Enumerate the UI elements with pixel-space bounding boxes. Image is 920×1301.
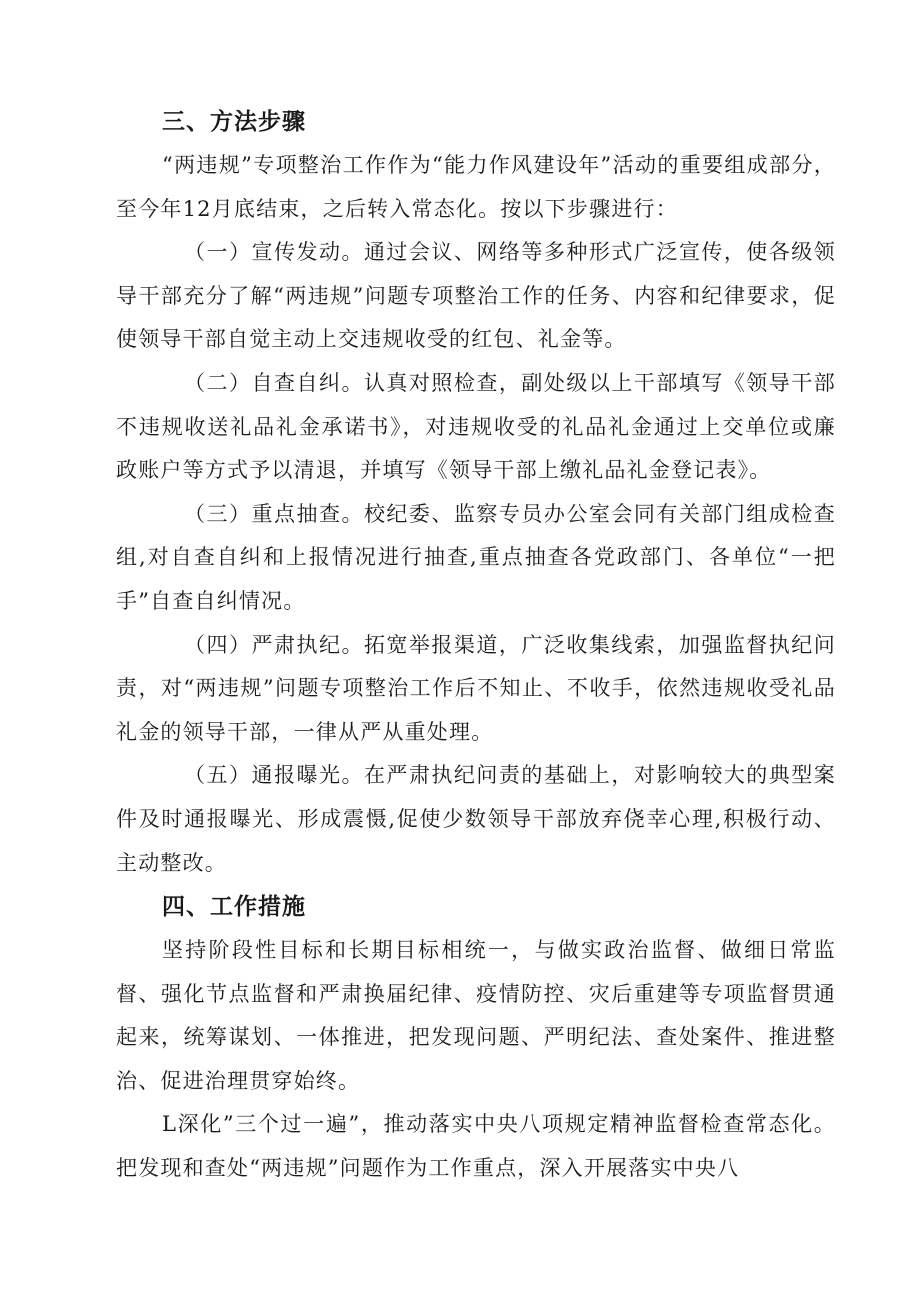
step-1-paragraph: （一）宣传发动。通过会议、网络等多种形式广泛宣传，使各级领导干部充分了解“两违规”问题专项整治工作的任务、内容和纪律要求，促使领导干部自觉主动上交违规收受的红包、礼金等。: [116, 240, 836, 352]
document-page: [116, 100, 836, 1191]
section-heading-methods: 三、方法步骤: [162, 109, 306, 135]
methods-intro-paragraph: “两违规”专项整治工作作为“能力作风建设年”活动的重要组成部分，至今年12月底结束，之后转入常态化。按以下步骤进行：: [116, 153, 836, 221]
step-4-paragraph: （四）严肃执纪。拓宽举报渠道，广泛收集线索，加强监督执纪问责，对“两违规”问题专项整治工作后不知止、不收手，依然违规收受礼品礼金的领导干部，一律从严从重处理。: [116, 632, 836, 744]
measure-1-paragraph: L深化”三个过一遍”，推动落实中央八项规定精神监督检查常态化。把发现和查处“两违规”问题作为工作重点，深入开展落实中央八: [116, 1112, 836, 1181]
step-5-paragraph: （五）通报曝光。在严肃执纪问责的基础上，对影响较大的典型案件及时通报曝光、形成震慑,促使少数领导干部放弃侥幸心理,积极行动、主动整改。: [116, 763, 836, 875]
measures-intro-paragraph: 坚持阶段性目标和长期目标相统一，与做实政治监督、做细日常监督、强化节点监督和严肃换届纪律、疫情防控、灾后重建等专项监督贯通起来，统筹谋划、一体推进，把发现问题、严明纪法、查处案件、推进整治、促进治理贯穿始终。: [116, 938, 836, 1093]
step-3-paragraph: （三）重点抽查。校纪委、监察专员办公室会同有关部门组成检查组,对自查自纠和上报情况进行抽查,重点抽查各党政部门、各单位“一把手”自查自纠情况。: [116, 501, 836, 613]
step-2-paragraph: （二）自查自纠。认真对照检查，副处级以上干部填写《领导干部不违规收送礼品礼金承诺书》，对违规收受的礼品礼金通过上交单位或廉政账户等方式予以清退，并填写《领导干部上缴礼品礼金登记表》。: [116, 370, 836, 483]
section-heading-measures: 四、工作措施: [162, 894, 306, 921]
